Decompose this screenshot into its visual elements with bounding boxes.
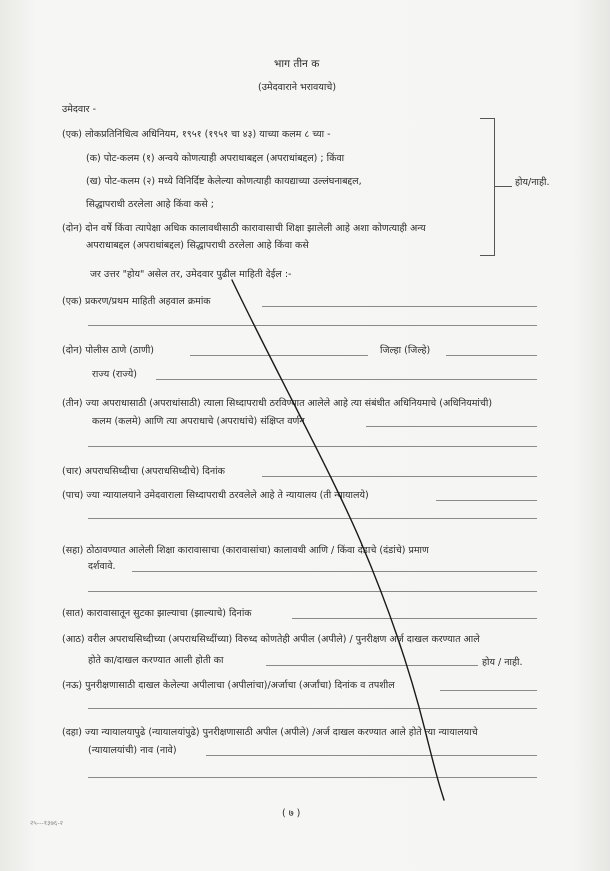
- intro-item-1a: (क) पोट-कलम (१) अन्वये कोणत्याही अपराधाबद्दल (अपराधांबद्दल) ; किंवा: [86, 153, 345, 164]
- field-court-label: (पाच) ज्या न्यायालयाने उमेदवाराला सिध्दापराधी ठरवलेले आहे ते न्यायालय (ती न्यायालये): [62, 490, 369, 501]
- intro-answer: होय/नाही.: [515, 177, 550, 188]
- field-conviction-date-label: (चार) अपराधसिध्दीचा (अपराधसिध्दीचे) दिनांक: [62, 466, 225, 477]
- field-sentence-label-1: (सहा) ठोठावण्यात आलेली शिक्षा कारावासाचा (कारावासांचा) कालावधी आणि / किंवा दंडाचे (दंडांचे) प्रमाण: [62, 545, 429, 556]
- field-revision-details-label: (नऊ) पुनरीक्षणासाठी दाखल केलेल्या अपीलाचा (अपीलांचा)/अर्जाचा (अर्जांचा) दिनांक व तपशील: [62, 680, 395, 691]
- page-number: ( ७ ): [282, 808, 301, 819]
- field-release-date-label: (सात) कारावासातून सुटका झाल्याचा (झाल्याचे) दिनांक: [62, 608, 252, 619]
- field-state-label: राज्य (राज्ये): [92, 369, 138, 380]
- intro-item-2: (दोन) दोन वर्षे किंवा त्यापेक्षा अधिक कालावधीसाठी कारावासाची शिक्षा झालेली आहे अशा कोणत्याही अन्य: [62, 223, 426, 234]
- field-appeal-filed-label-2: होते का/दाखल करण्यात आली होती का: [88, 655, 224, 666]
- field-appeal-filed-answer: होय / नाही.: [482, 657, 523, 668]
- field-fir-number-label: (एक) प्रकरण/प्रथम माहिती अहवाल क्रमांक: [62, 296, 211, 307]
- field-appeal-filed-label-1: (आठ) वरील अपराधसिध्दीच्या (अपराधसिध्दींच्या) विरुध्द कोणतेही अपील (अपीले) / पुनरीक्षण अर्ज दाखल करण्यात आले: [62, 634, 480, 645]
- page-title: भाग तीन क: [274, 58, 320, 70]
- intro-item-1: (एक) लोकप्रतिनिधित्व अधिनियम, १९५१ (१९५१ चा ४३) याच्या कलम ८ च्या -: [62, 129, 331, 140]
- field-sentence-label-2: दर्शवावे.: [88, 561, 116, 572]
- page-subtitle: (उमेदवाराने भरावयाचे): [258, 82, 337, 93]
- instruction-text: जर उत्तर "होय" असेल तर, उमेदवार पुढील माहिती देईल :-: [90, 269, 292, 280]
- intro-label: उमेदवार -: [62, 104, 97, 115]
- field-appellate-court-label-2: (न्यायालयांची) नाव (नावे): [88, 745, 177, 756]
- field-appellate-court-label-1: (दहा) ज्या न्यायालयापुढे (न्यायालयांपुढे) पुनरीक्षणासाठी अपील (अपीले) /अर्ज दाखल करण्यात आले होते त्या न्यायालयाचे: [62, 727, 478, 738]
- intro-item-2b: अपराधाबद्दल (अपराधांबद्दल) सिद्धापराधी ठरलेला आहे किंवा कसे: [86, 240, 309, 251]
- intro-item-1c: सिद्धापराधी ठरलेला आहे किंवा कसे ;: [86, 199, 214, 210]
- print-code: २५---१३७६-२: [30, 819, 64, 827]
- field-act-section-label-2: कलम (कलमे) आणि त्या अपराधाचे (अपराधांचे) संक्षिप्त वर्णन: [92, 416, 305, 427]
- intro-item-1b: (ख) पोट-कलम (२) मध्ये विनिर्दिष्ट केलेल्या कोणत्याही कायद्याच्या उल्लंघनाबद्दल,: [86, 176, 362, 187]
- field-district-label: जिल्हा (जिल्हे): [380, 345, 431, 356]
- field-act-section-label-1: (तीन) ज्या अपराधासाठी (अपराधांसाठी) त्याला सिध्दापराधी ठरविण्यात आलेले आहे त्या संबंधीत अधिनियमाचे (अधिनियमांची): [62, 398, 493, 409]
- field-police-station-label: (दोन) पोलीस ठाणे (ठाणी): [62, 345, 154, 356]
